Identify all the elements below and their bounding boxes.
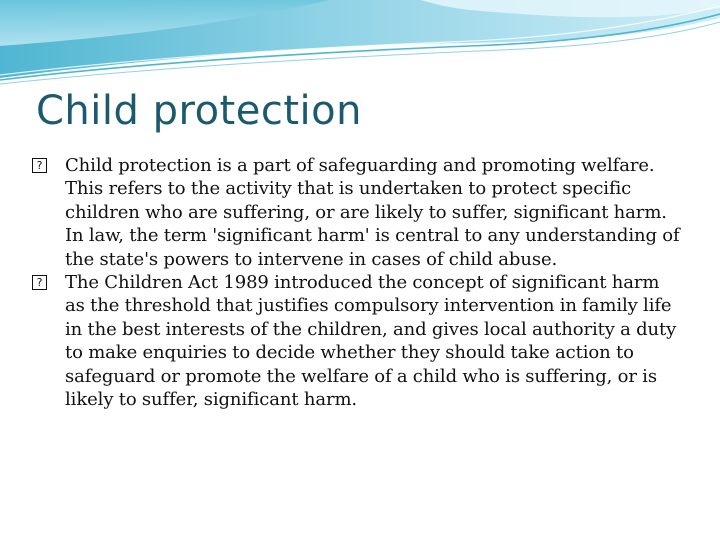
bullet-item-1 bbox=[32, 154, 682, 271]
header-wave-decoration bbox=[0, 0, 720, 90]
slide-title: Child protection bbox=[36, 88, 362, 134]
bullet-text: The Children Act 1989 introduced the concept of significant harm as the threshold that justifies compulsory intervention in family life in the best interests of the children, and gives local authority a duty to make enquiries to decide whether they should take action to safeguard or promote the welfare of a child who is suffering, or is likely to suffer, significant harm. bbox=[65, 272, 677, 411]
bullet-marker-icon: ? bbox=[32, 158, 47, 173]
bullet-marker-icon: ? bbox=[32, 275, 47, 290]
bullet-list bbox=[32, 154, 682, 411]
bullet-item-2 bbox=[32, 271, 682, 411]
bullet-text: Child protection is a part of safeguarding and promoting welfare. This refers to the activity that is undertaken to protect specific children who are suffering, or are likely to suffer, significant harm. In law, the term 'significant harm' is central to any understanding of the state's powers to intervene in cases of child abuse. bbox=[65, 155, 680, 270]
